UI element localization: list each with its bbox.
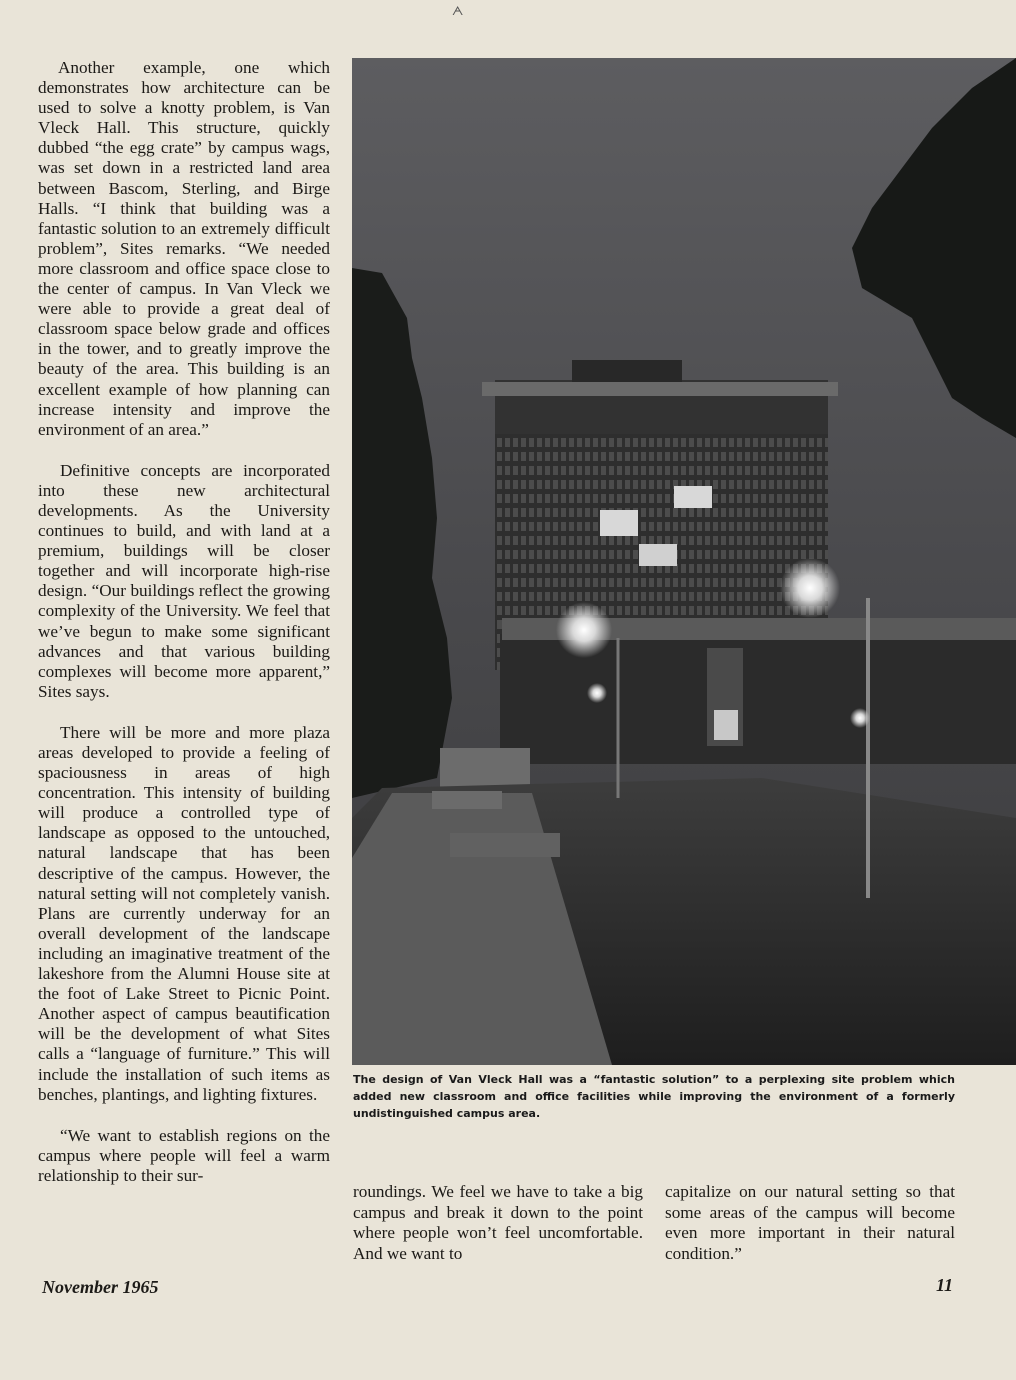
page-mark: ᗅ [452, 4, 464, 18]
van-vleck-hall-photo [352, 58, 1016, 1065]
article-paragraph: Another example, one which demonstrates how architecture can be used to solve a knotty problem, is Van Vleck Hall. This structure, quickly dubbed “the egg crate” by campus wags, was set down in a restricted land area between Bascom, Sterling, and Birge Halls. “I think that building was a fantastic solution to an extremely difficult problem”, Sites remarks. “We needed more classroom and office space close to the center of campus. In Van Vleck we were able to provide a great deal of classroom space below grade and offices in the tower, and to greatly improve the beauty of the area. This building is an excellent example of how planning can increase intensity and improve the environment of an area.” [38, 58, 330, 439]
article-paragraph: Definitive concepts are incorporated into these new architectural developments. As the University continues to build, and with land at a premium, buildings will be closer together and will incorporate high-rise design. “Our buildings reflect the growing complexity of the University. We feel that we’ve begun to make some significant advances and that various building complexes will become more apparent,” Sites says. [38, 460, 330, 701]
article-paragraph: “We want to establish regions on the campus where people will feel a warm relationship to their sur- [38, 1125, 330, 1185]
article-paragraph: roundings. We feel we have to take a big campus and break it down to the point where people won’t feel uncomfortable. And we want to [353, 1182, 643, 1263]
article-right-column [665, 1182, 955, 1264]
page-number: 11 [936, 1275, 954, 1295]
article-paragraph: There will be more and more plaza areas developed to provide a feeling of spaciousness in areas of high concentration. This intensity of building will produce a controlled type of landscape as opposed to the untouched, natural landscape that has been descriptive of the campus. However, the natural setting will not completely vanish. Plans are currently underway for an overall development of the landscape including an imaginative treatment of the lakeshore from the Alumni House site at the foot of Lake Street to Picnic Point. Another aspect of campus beautification will be the development of what Sites calls a “language of furniture.” This will include the installation of such items as benches, plantings, and lighting fixtures. [38, 722, 330, 1104]
article-left-column [38, 58, 330, 1207]
issue-date: November 1965 [42, 1277, 159, 1297]
article-paragraph: capitalize on our natural setting so that some areas of the campus will become even more important in their natural condition.” [665, 1182, 955, 1263]
article-middle-column [353, 1182, 643, 1264]
photo-caption: The design of Van Vleck Hall was a “fantastic solution” to a perplexing site problem which added new classroom and office facilities while improving the environment of a formerly undistinguished campus area. [353, 1073, 955, 1120]
